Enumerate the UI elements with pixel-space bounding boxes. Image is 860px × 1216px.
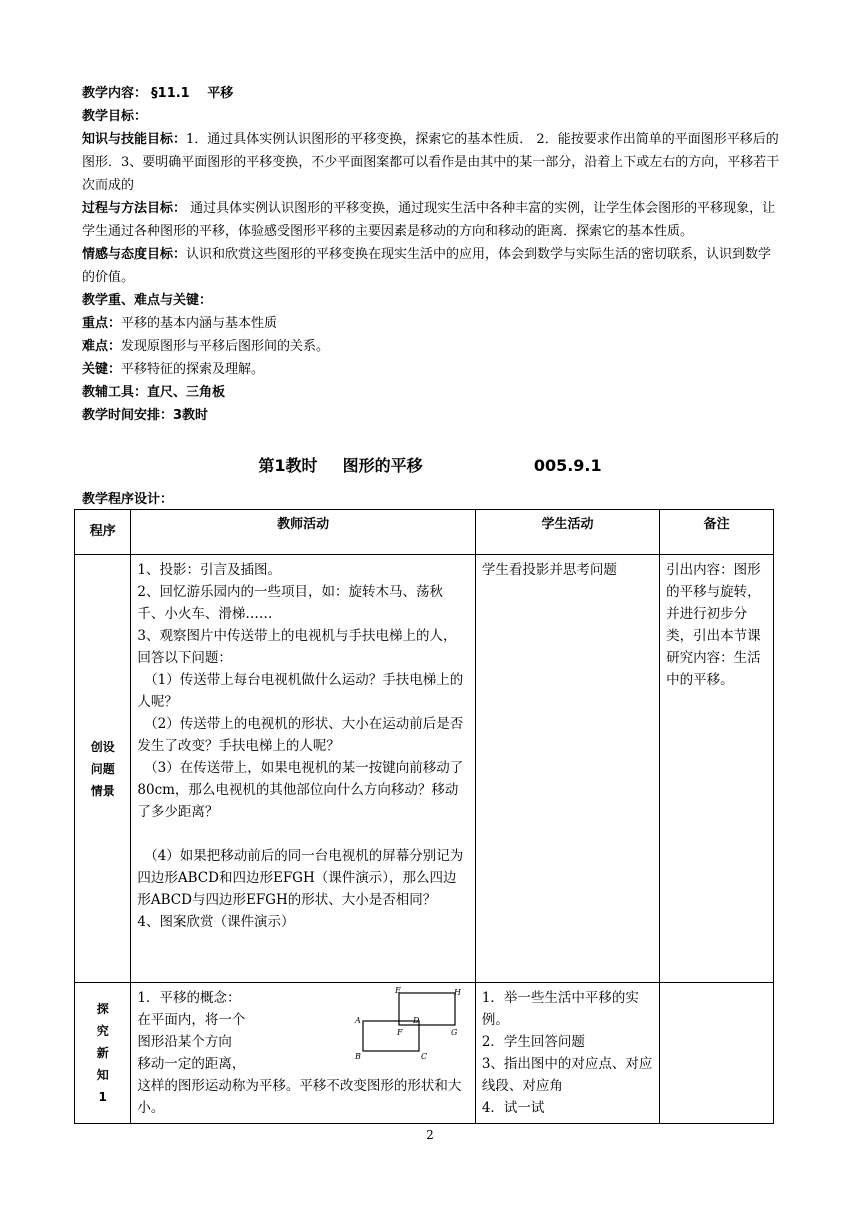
knowledge-goal: 知识与技能目标：1．通过具体实例认识图形的平移变换，探索它的基本性质． 2．能按要求作出简单的平面图形平移后的图形．3、要明确平面图形的平移变换，不少平面图案都可以看作是由其中的某一部分，沿着上下或左右的方向，平移若干次而成的 [82,132,780,193]
key-line: 关键：平移特征的探索及理解。 [82,362,265,377]
lesson-topic: 图形的平移 [342,456,423,475]
label-h: H [454,988,462,997]
teacher-activity-cell: A B C D E F G H 1．平移的概念： 在平面内，将一个 图形沿某个方向 移动一定的距离， 这样的图形运动称为平移。平移不改变图形的形状和大小。 [131,983,475,1124]
label-f: F [397,1028,403,1037]
label-a: A [355,1016,362,1025]
content-line: 教学内容： §11.1 平移 [82,86,234,101]
header-teacher: 教师活动 [131,510,475,555]
goals-line: 教学目标： [82,109,148,124]
label-g: G [451,1028,458,1037]
emotion-goal: 情感与态度目标：认识和欣赏这些图形的平移变换在现实生活中的应用，体会到数学与实际生活的密切联系，认识到数学的价值。 [82,247,772,285]
header-stage: 程序 [75,510,131,555]
teacher-activity-cell: 1、投影：引言及插图。 2、回忆游乐园内的一些项目，如：旋转木马、荡秋千、小火车、滑梯…… 3、观察图片中传送带上的电视机与手扶电梯上的人，回答以下问题： （1）传送带上每台电视机做什么运动？手扶电梯上的人呢？ （2）传送带上的电视机的形状、大小在运动前后是否发生了改变？手扶电梯上的人呢？ （3）在传送带上，如果电视机的某一按键向前移动了80cm，那么电视机的其他部位向什么方向移动？移动了多少距离？ （4）如果把移动前后的同一台电视机的屏幕分别记为四边形ABCD和四边形EFGH（课件演示），那么四边形ABCD与四边形EFGH的形状、大小是否相同？ 4、图案欣赏（课件演示） [131,555,475,983]
label-b: B [355,1052,362,1061]
header-student: 学生活动 [475,510,659,555]
stage-cell: 探 究 新 知 1 [75,983,131,1124]
student-activity-cell: 1．举一些生活中平移的实例。 2．学生回答问题 3、指出图中的对应点、对应线段、对应角 4．试一试 [475,983,659,1124]
tools-line: 教辅工具：直尺、三角板 [82,385,226,400]
page-number: 2 [426,1128,434,1142]
focus-line: 重点：平移的基本内涵与基本性质 [82,316,278,331]
program-table [74,509,774,1124]
process-goal: 过程与方法目标： 通过具体实例认识图形的平移变换，通过现实生活中各种丰富的实例，让学生体会图形的平移现象，让学生通过各种图形的平移，体验感受图形平移的主要因素是移动的方向和移动的距离．探索它的基本性质。 [82,201,776,239]
label-d: D [413,1016,420,1025]
lesson-intro [82,82,782,427]
table-header-row [75,510,774,555]
translation-figure [291,985,461,1067]
label-e: E [395,986,402,995]
label-c: C [421,1052,428,1061]
lesson-date: 005.9.1 [533,456,602,475]
table-row [75,983,774,1124]
stage-cell: 创设 问题 情景 [75,555,131,983]
difficulty-line: 难点：发现原图形与平移后图形间的关系。 [82,339,330,354]
lesson-heading [0,453,860,476]
time-line: 教学时间安排：3教时 [82,408,209,423]
quad-efgh [399,993,455,1025]
key-points-line: 教学重、难点与关键： [82,293,213,308]
note-cell: 引出内容：图形的平移与旋转，并进行初步分类，引出本节课研究内容：生活中的平移。 [660,555,774,983]
lesson-number: 第1教时 [258,456,318,475]
table-row [75,555,774,983]
header-note: 备注 [660,510,774,555]
note-cell [660,983,774,1124]
student-activity-cell: 学生看投影并思考问题 [475,555,659,983]
program-label: 教学程序设计： [82,492,174,507]
